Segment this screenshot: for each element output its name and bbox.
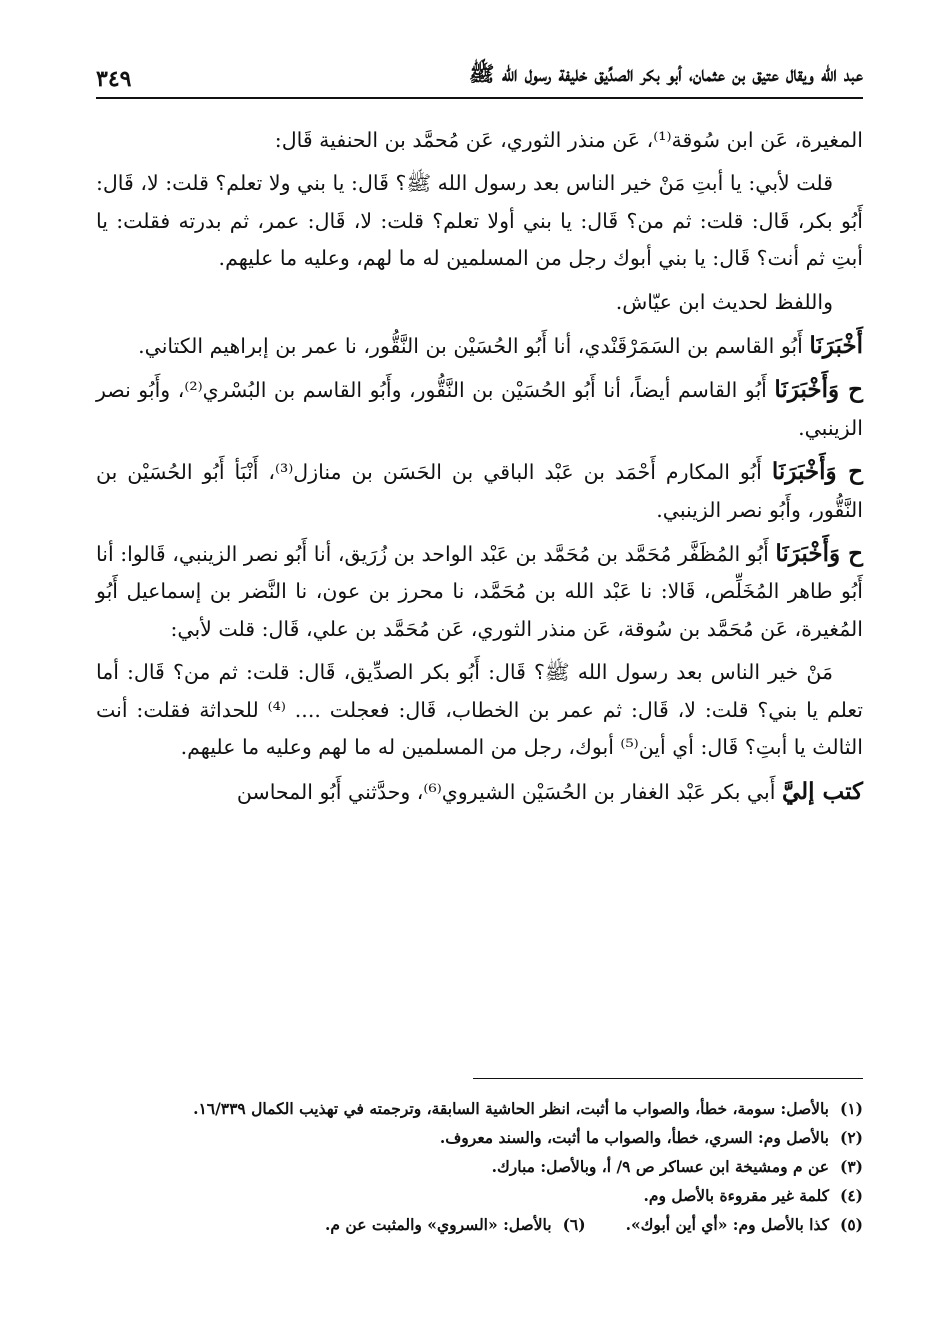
paragraph-5-text: أَبُو القاسم أيضاً، أنا أَبُو الحُسَيْن بن النَّقُّور، وأَبُو القاسم بن البُسْري⁽²⁾، وأَبُو نصر الزينبي. xyxy=(96,378,863,440)
page-number: ٣٤٩ xyxy=(96,66,132,92)
footnote-row xyxy=(96,1210,863,1239)
paragraph-6-text: أَبُو المكارم أَحْمَد بن عَبْد الباقي بن الحَسَن بن منازل⁽³⁾، أَنْبَأ أَبُو الحُسَيْن بن النَّقُّور، وأَبُو نصر الزينبي. xyxy=(96,460,863,522)
isnad-lead: أَخْبَرَنَا xyxy=(809,332,863,360)
footnotes xyxy=(96,1094,863,1239)
isnad-lead: كتب إليَّ xyxy=(781,777,863,805)
footnote-text: كلمة غير مقروءة بالأصل وم. xyxy=(643,1186,829,1205)
footnote-6 xyxy=(325,1210,586,1239)
footnote-number: (١) xyxy=(839,1099,863,1118)
paragraph-9 xyxy=(96,773,863,811)
footnote-text: بالأصل: «السروي» والمثبت عن م. xyxy=(325,1215,552,1234)
paragraph-7-text: أَبُو المُظَفَّر مُحَمَّد بن مُحَمَّد بن عَبْد الواحد بن زُرَيق، أنا أَبُو نصر الزينبي، قَالوا: أنا أَبُو طاهر المُخَلِّص، قَالا: نا عَبْد الله بن مُحَمَّد، نا محرز بن عون، نا النَّضر بن إسماعيل أَبُو المُغيرة، عَن مُحَمَّد بن سُوقة، عَن منذر الثوري، عَن مُحَمَّد بن علي، قَال: قلت لأبي: xyxy=(96,542,863,641)
footnote-number: (٥) xyxy=(839,1215,863,1234)
paragraph-7 xyxy=(96,535,863,648)
footnote-1 xyxy=(96,1094,863,1123)
footnote-4 xyxy=(96,1181,863,1210)
isnad-lead: وَأَخْبَرَنَا xyxy=(774,376,840,404)
footnote-number: (٦) xyxy=(562,1215,586,1234)
paragraph-3: واللفظ لحديث ابن عيّاش. xyxy=(615,289,833,314)
main-text xyxy=(96,122,863,811)
footnote-text: بالأصل وم: السري، خطأ، والصواب ما أثبت، والسند معروف. xyxy=(439,1128,829,1147)
isnad-lead: وَأَخْبَرَنَا xyxy=(771,458,837,486)
footnote-text: كذا بالأصل وم: «أي أين أبوك». xyxy=(625,1215,829,1234)
isnad-lead: وَأَخْبَرَنَا xyxy=(775,540,841,568)
footnote-2 xyxy=(96,1123,863,1152)
running-title: عبد الله ويقال عتيق بن عثمان، أبو بكر الصدِّيق خليفة رسول الله ﷺ xyxy=(469,61,863,86)
footnote-number: (٢) xyxy=(839,1128,863,1147)
footnote-3 xyxy=(96,1152,863,1181)
footnote-number: (٤) xyxy=(839,1186,863,1205)
header-divider xyxy=(96,97,863,99)
paragraph-4-text: أَبُو القاسم بن السَمَرْقَنْدي، أنا أَبُو الحُسَيْن بن النَّقُّور، نا عمر بن إبراهيم الكتاني. xyxy=(138,334,810,359)
paragraph-5 xyxy=(96,371,863,447)
footnote-text: بالأصل: سومة، خطأ، والصواب ما أثبت، انظر الحاشية السابقة، وترجمته في تهذيب الكمال ١٦/٣٣٩. xyxy=(193,1099,829,1118)
footnote-number: (٣) xyxy=(839,1157,863,1176)
paragraph-2: قلت لأبي: يا أبتِ مَنْ خير الناس بعد رسول الله ﷺ؟ قَال: يا بني ولا تعلم؟ قلت: لا، قَال: أَبُو بكر، قَال: قلت: ثم من؟ قَال: يا بني أولا تعلم؟ قلت: لا، قَال: عمر، ثم بدرته فقلت: يا أبتِ ثم أنت؟ قَال: يا بني أبوك رجل من المسلمين له ما لهم، وعليه ما عليهم. xyxy=(96,171,863,271)
footnote-divider xyxy=(473,1078,863,1079)
footnote-5 xyxy=(626,1210,863,1239)
paragraph-6 xyxy=(96,453,863,529)
paragraph-8: مَنْ خير الناس بعد رسول الله ﷺ؟ قَال: أَبُو بكر الصدِّيق، قَال: قلت: ثم من؟ قَال: أما تعلم يا بني؟ قلت: لا، قَال: ثم عمر بن الخطاب، قَال: فعجلت .... ⁽⁴⁾ للحداثة فقلت: أنت الثالث يا أبتِ؟ قَال: أي أين⁽⁵⁾ أبوك، رجل من المسلمين له ما لهم وعليه ما عليهم. xyxy=(96,660,863,760)
tahwil-marker: ح xyxy=(836,458,863,486)
paragraph-1: المغيرة، عَن ابن سُوقة⁽¹⁾، عَن منذر الثوري، عَن مُحمَّد بن الحنفية قَال: xyxy=(274,128,863,152)
tahwil-marker: ح xyxy=(839,376,863,404)
tahwil-marker: ح xyxy=(840,540,863,568)
paragraph-4 xyxy=(96,327,863,365)
running-header xyxy=(96,52,863,92)
paragraph-9-text: أَبي بكر عَبْد الغفار بن الحُسَيْن الشيروي⁽⁶⁾، وحدَّثني أَبُو المحاسن xyxy=(236,779,782,804)
footnote-text: عن م ومشيخة ابن عساكر ص ٩/ أ، وبالأصل: مبارك. xyxy=(491,1157,829,1176)
